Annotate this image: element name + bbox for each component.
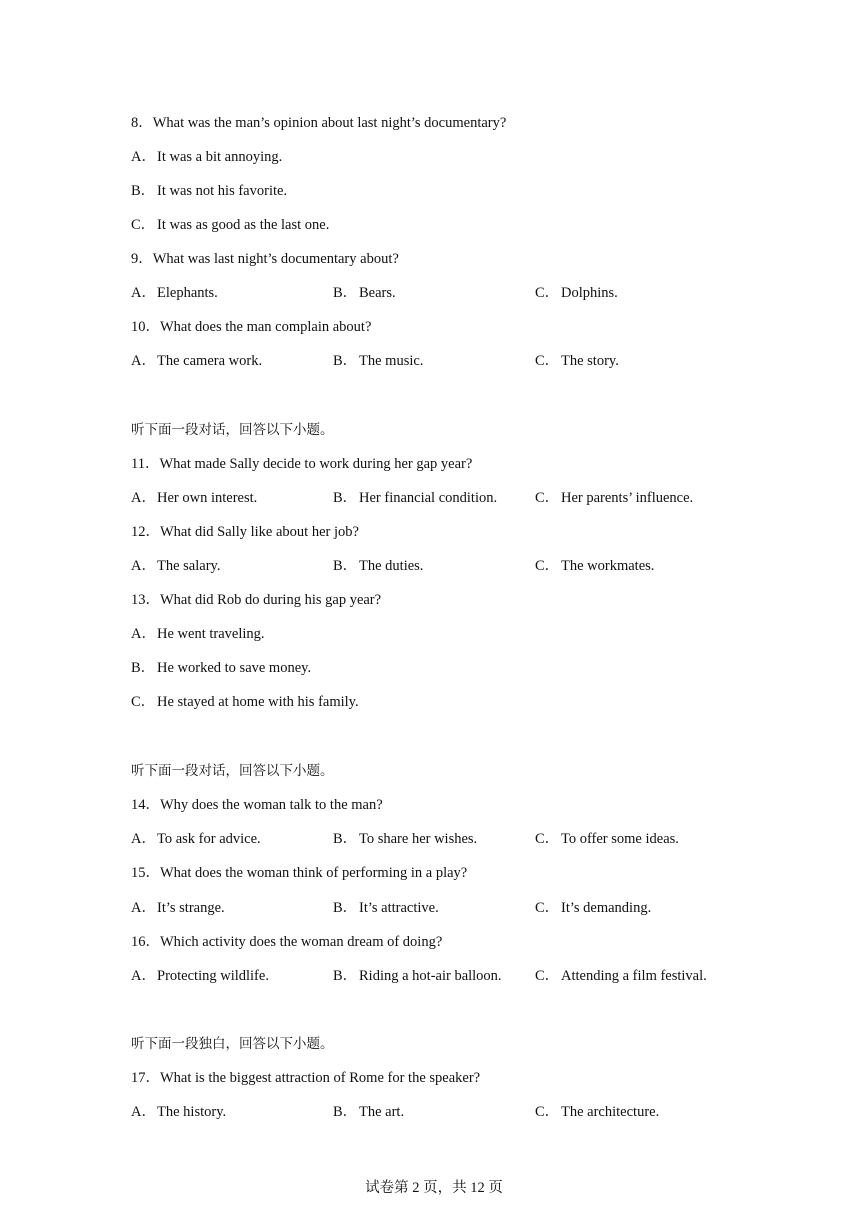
option-text: Protecting wildlife. [157, 968, 269, 984]
option-text: The story. [561, 353, 619, 369]
option-13-c [131, 693, 359, 711]
option-15-b [333, 899, 439, 917]
section-instruction-3: 听下面一段独白，回答以下小题。 [131, 1036, 334, 1052]
option-10-c [535, 352, 619, 370]
option-letter: A． [131, 285, 156, 301]
option-text: The art. [359, 1104, 405, 1120]
option-text: The salary. [157, 558, 221, 574]
option-text: Bears. [359, 285, 396, 301]
option-text: To share her wishes. [359, 831, 478, 847]
question-text: What did Sally like about her job? [160, 524, 359, 540]
page-footer: 试卷第 2 页，共 12 页 [365, 1180, 503, 1196]
question-number: 12． [131, 524, 160, 540]
option-text: Her parents’ influence. [561, 490, 694, 506]
question-text: What made Sally decide to work during her gap year? [159, 456, 473, 472]
option-text: The workmates. [561, 558, 655, 574]
option-text: Elephants. [157, 285, 218, 301]
option-9-c [535, 284, 618, 302]
question-8 [131, 114, 506, 132]
question-number: 13． [131, 592, 160, 608]
option-text: Her own interest. [157, 490, 258, 506]
question-15 [131, 864, 467, 882]
option-17-a [131, 1103, 226, 1121]
option-text: Dolphins. [561, 285, 618, 301]
option-8-c [131, 216, 329, 234]
option-text: He stayed at home with his family. [157, 694, 359, 710]
option-11-c [535, 489, 693, 507]
option-letter: B． [333, 285, 358, 301]
option-letter: B． [333, 900, 358, 916]
option-text: It was not his favorite. [157, 183, 288, 199]
question-text: What does the woman think of performing in a play? [160, 865, 468, 881]
question-number: 10． [131, 319, 160, 335]
option-letter: C． [535, 968, 560, 984]
section-instruction-1: 听下面一段对话，回答以下小题。 [131, 422, 334, 438]
option-12-c [535, 557, 654, 575]
question-text: What was last night’s documentary about? [152, 251, 399, 267]
question-number: 8． [131, 115, 153, 131]
option-letter: A． [131, 149, 156, 165]
question-13 [131, 591, 381, 609]
option-letter: B． [333, 558, 358, 574]
question-number: 16． [131, 934, 160, 950]
option-11-b [333, 489, 497, 507]
option-text: The duties. [359, 558, 424, 574]
question-number: 14． [131, 797, 160, 813]
question-text: Which activity does the woman dream of doing? [160, 934, 443, 950]
option-letter: A． [131, 900, 156, 916]
question-number: 9． [131, 251, 153, 267]
option-14-b [333, 830, 477, 848]
option-letter: A． [131, 353, 156, 369]
question-text: What is the biggest attraction of Rome for the speaker? [160, 1070, 481, 1086]
question-10 [131, 318, 371, 336]
option-text: The architecture. [561, 1104, 660, 1120]
question-16 [131, 933, 442, 951]
option-letter: C． [535, 1104, 560, 1120]
option-text: It was as good as the last one. [157, 217, 330, 233]
option-16-a [131, 967, 269, 985]
option-letter: C． [535, 353, 560, 369]
option-text: It’s demanding. [561, 900, 652, 916]
option-letter: A． [131, 1104, 156, 1120]
option-11-a [131, 489, 257, 507]
option-10-a [131, 352, 262, 370]
option-letter: B． [333, 353, 358, 369]
option-text: The history. [157, 1104, 227, 1120]
question-14 [131, 796, 383, 814]
question-9 [131, 250, 399, 268]
option-text: The camera work. [157, 353, 263, 369]
option-letter: B． [333, 831, 358, 847]
option-text: It was a bit annoying. [157, 149, 283, 165]
option-12-a [131, 557, 220, 575]
option-letter: A． [131, 831, 156, 847]
option-letter: C． [535, 900, 560, 916]
option-letter: A． [131, 558, 156, 574]
option-letter: A． [131, 626, 156, 642]
option-letter: C． [535, 831, 560, 847]
option-14-a [131, 830, 261, 848]
option-text: To offer some ideas. [561, 831, 679, 847]
option-letter: B． [131, 660, 156, 676]
section-instruction-2: 听下面一段对话，回答以下小题。 [131, 763, 334, 779]
option-letter: C． [535, 490, 560, 506]
question-number: 17． [131, 1070, 160, 1086]
option-text: To ask for advice. [157, 831, 261, 847]
option-letter: C． [131, 694, 156, 710]
option-letter: B． [333, 1104, 358, 1120]
option-text: Her financial condition. [359, 490, 498, 506]
question-11 [131, 455, 472, 473]
option-text: He worked to save money. [157, 660, 312, 676]
option-17-b [333, 1103, 404, 1121]
option-15-a [131, 899, 225, 917]
option-9-b [333, 284, 396, 302]
question-text: What was the man’s opinion about last night’s documentary? [152, 115, 507, 131]
option-10-b [333, 352, 423, 370]
option-text: Attending a film festival. [561, 968, 707, 984]
option-text: The music. [359, 353, 424, 369]
option-16-c [535, 967, 707, 985]
option-letter: A． [131, 968, 156, 984]
question-number: 15． [131, 865, 160, 881]
option-14-c [535, 830, 679, 848]
question-text: What does the man complain about? [160, 319, 372, 335]
option-text: Riding a hot-air balloon. [359, 968, 502, 984]
option-8-a [131, 148, 282, 166]
option-text: He went traveling. [157, 626, 265, 642]
option-letter: C． [535, 285, 560, 301]
option-letter: B． [333, 968, 358, 984]
option-letter: A． [131, 490, 156, 506]
option-text: It’s strange. [157, 900, 225, 916]
question-12 [131, 523, 359, 541]
option-17-c [535, 1103, 659, 1121]
option-16-b [333, 967, 502, 985]
question-text: What did Rob do during his gap year? [160, 592, 382, 608]
option-13-a [131, 625, 265, 643]
option-8-b [131, 182, 287, 200]
option-9-a [131, 284, 218, 302]
option-15-c [535, 899, 651, 917]
option-13-b [131, 659, 311, 677]
option-letter: C． [535, 558, 560, 574]
option-letter: B． [333, 490, 358, 506]
option-letter: B． [131, 183, 156, 199]
question-17 [131, 1069, 480, 1087]
option-12-b [333, 557, 423, 575]
question-number: 11． [131, 456, 160, 472]
option-text: It’s attractive. [359, 900, 439, 916]
option-letter: C． [131, 217, 156, 233]
question-text: Why does the woman talk to the man? [160, 797, 383, 813]
